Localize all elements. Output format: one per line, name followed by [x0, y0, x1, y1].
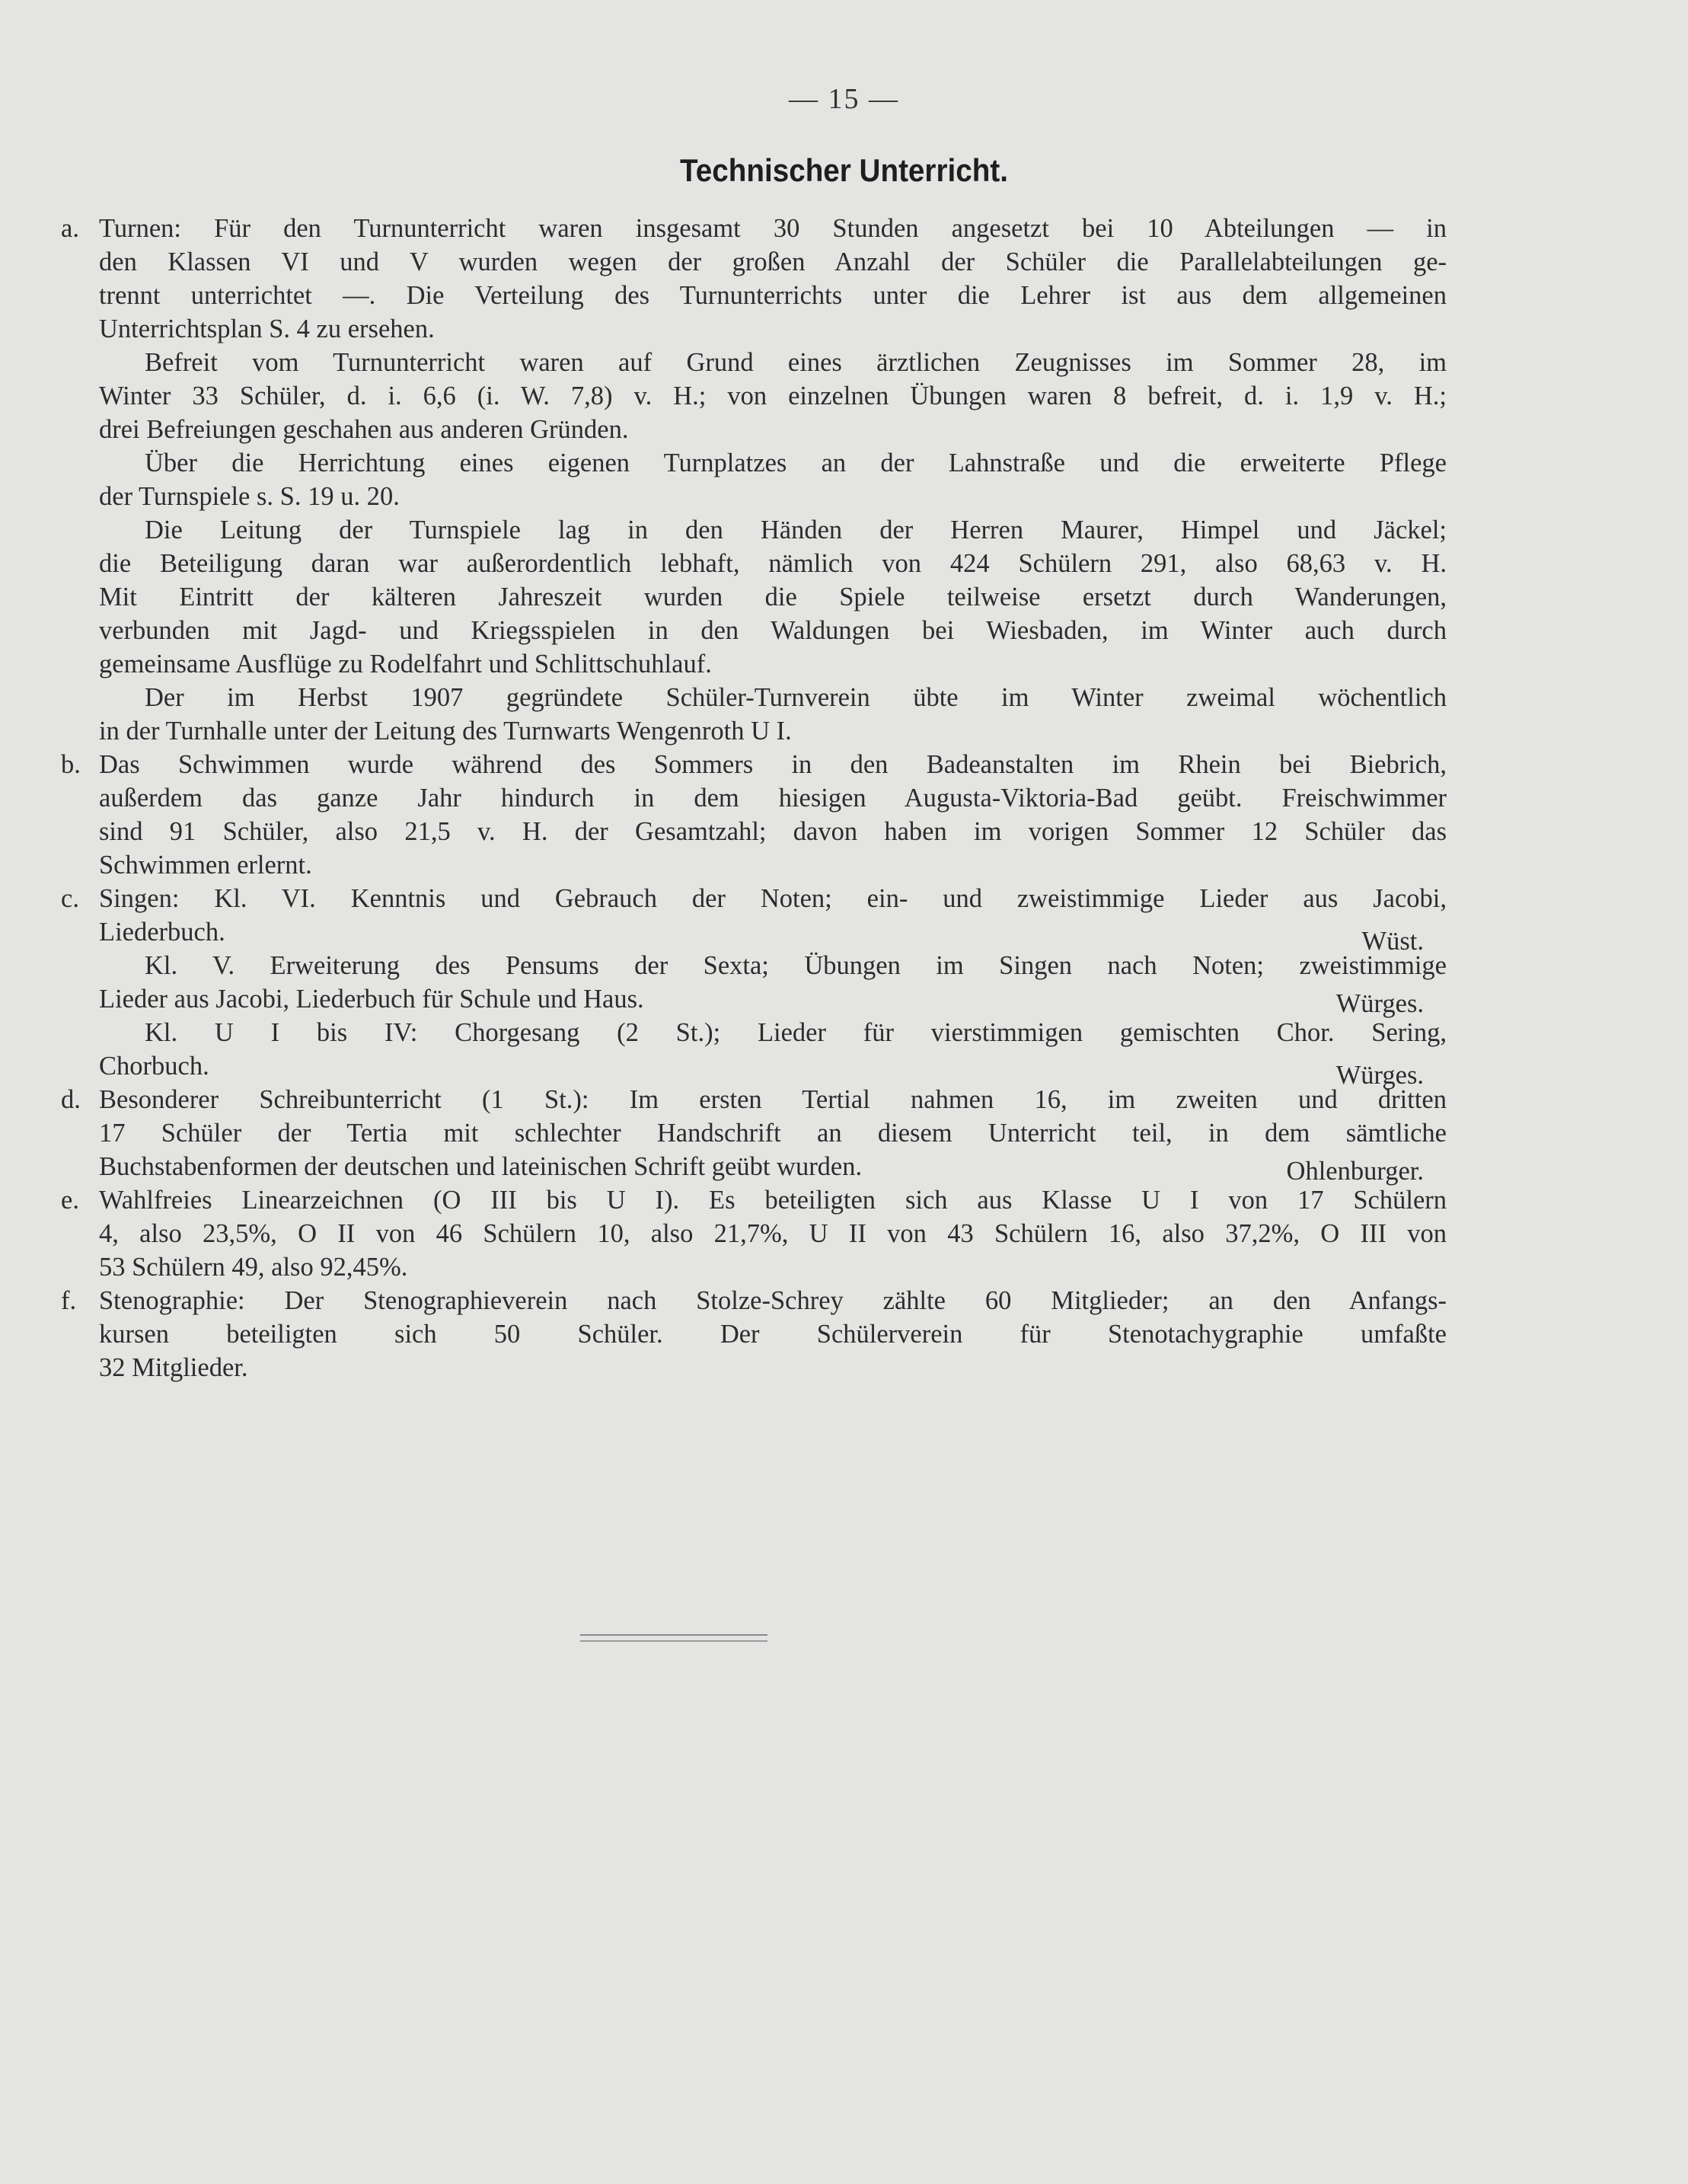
text-line: 17 Schüler der Tertia mit schlechter Handschrift an diesem Unterricht teil, in dem sämtliche	[99, 1119, 1447, 1148]
item-d-schreibunterricht	[61, 1083, 1447, 1186]
signature-row	[99, 1150, 1447, 1186]
teacher-signature: Würges.	[1335, 989, 1424, 1018]
text-line: Die Leitung der Turnspiele lag in den Händen der Herren Maurer, Himpel und Jäckel;	[145, 516, 1447, 544]
signature-row	[99, 982, 1447, 1016]
text-line: Schwimmen erlernt.	[99, 851, 312, 880]
text-line: Das Schwimmen wurde während des Sommers in den Badeanstalten im Rhein bei Biebrich,	[99, 750, 1447, 779]
text-line: Buchstabenformen der deutschen und lateinischen Schrift geübt wurden.	[99, 1152, 863, 1181]
text-line: Über die Herrichtung eines eigenen Turnplatzes an der Lahnstraße und die erweiterte Pflege	[145, 449, 1447, 477]
text-line: Befreit vom Turnunterricht waren auf Grund eines ärztlichen Zeugnisses im Sommer 28, im	[145, 348, 1447, 377]
text-line: der Turnspiele s. S. 19 u. 20.	[99, 482, 400, 511]
text-line: Wahlfreies Linearzeichnen (O III bis U I). Es beteiligten sich aus Klasse U I von 17 Schülern	[99, 1186, 1447, 1215]
teacher-signature: Wüst.	[1361, 927, 1424, 956]
text-line: Kl. U I bis IV: Chorgesang (2 St.); Lieder für vierstimmigen gemischten Chor. Sering,	[145, 1018, 1447, 1047]
text-line: Der im Herbst 1907 gegründete Schüler-Turnverein übte im Winter zweimal wöchentlich	[145, 683, 1447, 712]
item-f-stenographie	[61, 1284, 1447, 1384]
item-label: c.	[61, 884, 79, 913]
teacher-signature: Würges.	[1335, 1061, 1424, 1090]
item-label: e.	[61, 1186, 79, 1215]
text-line: trennt unterrichtet —. Die Verteilung des Turnunterrichts unter die Lehrer ist aus dem allgemeinen	[99, 281, 1447, 310]
item-c-singen	[61, 882, 1447, 1090]
item-a-turnen	[61, 212, 1447, 748]
document-body	[61, 212, 1447, 1384]
text-line: Kl. V. Erweiterung des Pensums der Sexta; Übungen im Singen nach Noten; zweistimmige	[145, 951, 1447, 980]
text-line: in der Turnhalle unter der Leitung des Turnwarts Wengenroth U I.	[99, 717, 792, 746]
page-number: — 15 —	[789, 83, 899, 115]
text-line: Singen: Kl. VI. Kenntnis und Gebrauch der Noten; ein- und zweistimmige Lieder aus Jacobi,	[99, 884, 1447, 913]
signature-row	[99, 1049, 1447, 1090]
text-line: 32 Mitglieder.	[99, 1353, 248, 1382]
text-line: außerdem das ganze Jahr hindurch in dem hiesigen Augusta-Viktoria-Bad geübt. Freischwimmer	[99, 784, 1447, 813]
text-line: Unterrichtsplan S. 4 zu ersehen.	[99, 315, 435, 343]
text-line: Lieder aus Jacobi, Liederbuch für Schule und Haus.	[99, 985, 644, 1014]
text-line: Winter 33 Schüler, d. i. 6,6 (i. W. 7,8) v. H.; von einzelnen Übungen waren 8 befreit, d. i. 1,9 v. H.;	[99, 382, 1447, 410]
text-line: Besonderer Schreibunterricht (1 St.): Im ersten Tertial nahmen 16, im zweiten und dritten	[99, 1085, 1447, 1114]
text-line: Chorbuch.	[99, 1052, 209, 1081]
text-line: kursen beteiligten sich 50 Schüler. Der Schülerverein für Stenotachygraphie umfaßte	[99, 1320, 1447, 1349]
text-line: Stenographie: Der Stenographieverein nach Stolze-Schrey zählte 60 Mitglieder; an den Anfangs-	[99, 1286, 1447, 1315]
item-e-linearzeichnen	[61, 1183, 1447, 1284]
text-line: gemeinsame Ausflüge zu Rodelfahrt und Schlittschuhlauf.	[99, 650, 712, 679]
text-line: Liederbuch.	[99, 918, 225, 947]
text-line: verbunden mit Jagd- und Kriegsspielen in den Waldungen bei Wiesbaden, im Winter auch durch	[99, 616, 1447, 645]
end-rule	[580, 1634, 767, 1642]
teacher-signature: Ohlenburger.	[1286, 1157, 1424, 1186]
text-line: die Beteiligung daran war außerordentlich lebhaft, nämlich von 424 Schülern 291, also 68,63 v. H.	[99, 549, 1447, 578]
text-line: drei Befreiungen geschahen aus anderen Gründen.	[99, 415, 629, 444]
text-line: sind 91 Schüler, also 21,5 v. H. der Gesamtzahl; davon haben im vorigen Sommer 12 Schüler das	[99, 817, 1447, 846]
text-line: den Klassen VI und V wurden wegen der großen Anzahl der Schüler die Parallelabteilungen ge-	[99, 247, 1447, 276]
item-label: b.	[61, 750, 81, 779]
section-title: Technischer Unterricht.	[680, 152, 1008, 188]
item-b-schwimmen	[61, 748, 1447, 882]
text-line: 4, also 23,5%, O II von 46 Schülern 10, also 21,7%, U II von 43 Schülern 16, also 37,2%, O III von	[99, 1219, 1447, 1248]
text-line: Turnen: Für den Turnunterricht waren insgesamt 30 Stunden angesetzt bei 10 Abteilungen — in	[99, 214, 1447, 243]
text-line: Mit Eintritt der kälteren Jahreszeit wurden die Spiele teilweise ersetzt durch Wanderungen,	[99, 583, 1447, 611]
item-label: f.	[61, 1286, 77, 1315]
item-label: a.	[61, 214, 79, 243]
signature-row	[99, 915, 1447, 956]
item-label: d.	[61, 1085, 81, 1114]
text-line: 53 Schülern 49, also 92,45%.	[99, 1253, 408, 1282]
